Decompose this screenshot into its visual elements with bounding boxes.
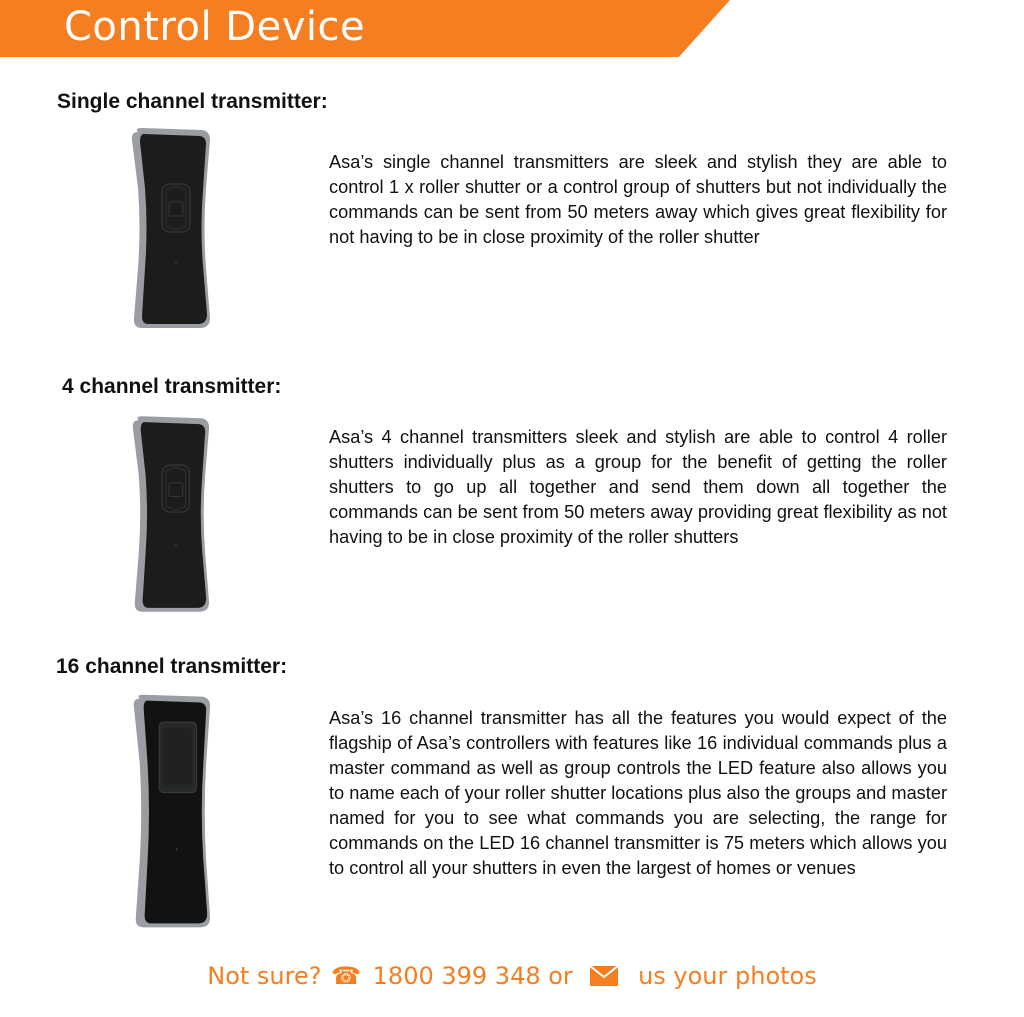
4-channel-transmitter-image [127, 416, 213, 614]
footer-phone[interactable]: 1800 399 348 or [372, 962, 573, 990]
section-heading-4-channel: 4 channel transmitter: [62, 375, 282, 398]
section-heading-16-channel: 16 channel transmitter: [56, 655, 288, 678]
section-description-single-channel: Asa’s single channel transmitters are sleek and stylish they are able to control 1 x roller shutter or a control group of shutters but not individually the commands can be sent from 50 meters away which gives great flexibility for not having to be in close proximity of the roller shutter [329, 152, 947, 247]
single-channel-transmitter-image [126, 128, 214, 330]
envelope-icon[interactable] [590, 966, 618, 986]
page-title: Control Device [64, 4, 366, 50]
section-description-4-channel: Asa’s 4 channel transmitters sleek and stylish are able to control 4 roller shutters individually plus as a group for the benefit of getting the roller shutters to go up all together and send them down all together the commands can be sent from 50 meters away providing great flexibility as not having to be in close proximity of the roller shutters [329, 427, 947, 547]
footer-prefix: Not sure? [207, 962, 322, 990]
footer-suffix: us your photos [638, 962, 817, 990]
phone-icon[interactable]: ☎ [331, 962, 362, 990]
section-description-16-channel: Asa’s 16 channel transmitter has all the features you would expect of the flagship of Asa’s controllers with features like 16 individual commands plus a master command as well as group controls the LED feature also allows you to name each of your roller shutter locations plus also the groups and master named for you to see what commands you are selecting, the range for commands on the LED 16 channel transmitter is 75 meters which allows you to control all your shutters in even the largest of homes or venues [329, 708, 947, 878]
16-channel-transmitter-image [128, 694, 214, 930]
footer-contact [0, 958, 1024, 993]
section-heading-single-channel: Single channel transmitter: [57, 90, 328, 113]
